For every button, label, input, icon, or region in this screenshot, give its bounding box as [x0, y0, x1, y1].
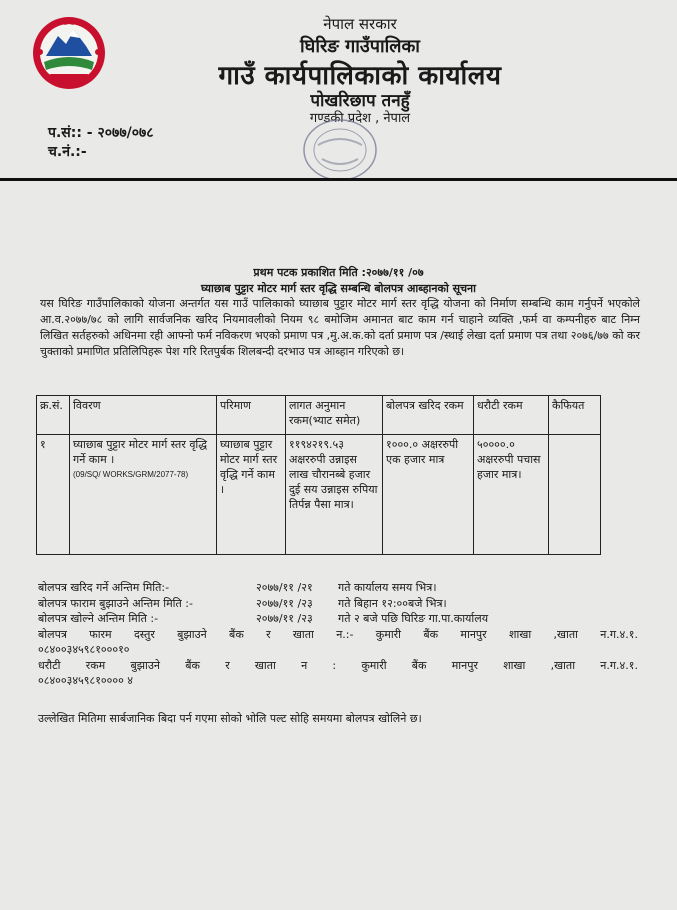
deadline-section [38, 580, 638, 689]
open-date: २०७७/११ /२३ [256, 612, 313, 625]
office-seal-stamp [298, 115, 382, 185]
col-description: विवरण [70, 396, 217, 435]
letter-number: प.सं:: - २०७७/०७८ [48, 125, 154, 141]
office-name: गाउँ कार्यपालिकाको कार्यालय [218, 61, 502, 91]
table-row [37, 435, 601, 555]
nepal-government-emblem [30, 12, 108, 94]
deposit-account-number: ०८४००३४५९८१०००० ४ [38, 674, 134, 687]
submit-note: गते बिहान १२:००बजे भित्र। [338, 596, 447, 610]
cell-estimate: ११९४२१९.५३ अक्षररुपी उन्नाइस लाख चौरानब्बे हजार दुई सय उन्नाइस रुपिया तिर्पन्न पैसा मात्र। [286, 435, 383, 555]
header-divider [0, 178, 677, 181]
notice-body: यस घिरिङ गाउँपालिकाको योजना अन्तर्गत यस गाउँ पालिकाको घ्याछाब पुट्टार मोटर मार्ग स्तर वृद्धि योजना को निर्माण सम्बन्धि काम गर्नुपर्ने भएकोले आ.व.२०७७/७८ को लागि सार्वजनिक खरिद नियमावलीको नियम ९८ बमोजिम अमानत बाट काम गर्न चाहाने व्यक्ति ,फर्म वा कम्पनीहरु बाट निम्न लिखित सर्तहरुको अधिनमा रही आफ्नो फर्म नविकरण भएको प्रमाण पत्र ,मु.अ.क.को दर्ता प्रमाण पत्र /स्थाई लेखा दर्ता प्रमाण पत्र तथा २०७६/७७ को कर चुक्ताको प्रमाणित प्रतिलिपिहरू पेश गरि रितपुर्बक शिलबन्दी दरभाउ पत्र आब्हान गरिएको छ। [40, 297, 640, 358]
dispatch-number: च.नं.:- [48, 144, 87, 160]
purchase-note: गते कार्यालय समय भित्र। [338, 581, 437, 594]
publication-date: प्रथम पटक प्रकाशित मिति :२०७७/११ /०७ [253, 266, 424, 279]
cell-deposit: ५००००.० अक्षररुपी पचास हजार मात्र। [474, 435, 549, 555]
open-label: बोलपत्र खोल्ने अन्तिम मिति :- [38, 612, 159, 625]
holiday-note: उल्लेखित मितिमा सार्बजानिक बिदा पर्न गएमा सोको भोलि पल्ट सोहि समयमा बोलपत्र खोलिने छ। [38, 712, 422, 725]
cell-serial: १ [37, 435, 70, 555]
submit-label: बोलपत्र फाराम बुझाउने अन्तिम मिति :- [38, 596, 193, 610]
open-note: गते २ बजे पछि घिरिङ गा.पा.कार्यालय [338, 612, 489, 625]
cell-form-fee: १०००.० अक्षररुपी एक हजार मात्र [383, 435, 474, 555]
municipality-name: घिरिङ गाउँपालिका [300, 36, 420, 57]
province: गण्डकी प्रदेश , नेपाल [309, 111, 411, 126]
notice-title: घ्याछाब पुट्टार मोटर मार्ग स्तर वृद्धि सम्बन्धि बोलपत्र आब्हानको सूचना [200, 282, 477, 295]
fee-account-line: बोलपत्र फारम दस्तुर बुझाउने बैंक र खाता न.:- कुमारी बैंक मानपुर शाखा ,खाता न.ग.४.१. [38, 627, 638, 641]
col-quantity: परिमाण [217, 396, 286, 435]
submit-date: २०७७/११ /२३ [256, 596, 313, 610]
govt-name: नेपाल सरकार [323, 15, 397, 33]
tender-table [36, 395, 601, 555]
cell-description [70, 435, 217, 555]
col-remarks: कैफियत [549, 396, 601, 435]
purchase-deadline [38, 580, 638, 596]
table-header-row [37, 396, 601, 435]
location: पोखरिछाप तनहुँ [310, 91, 410, 111]
col-serial: क्र.सं. [37, 396, 70, 435]
cell-quantity: घ्याछाब पुट्टार मोटर मार्ग स्तर वृद्धि गर्ने काम । [217, 435, 286, 555]
work-code: (09/SQ/ WORKS/GRM/2077-78) [73, 470, 189, 479]
col-form-fee: बोलपत्र खरिद रकम [383, 396, 474, 435]
col-deposit: धरौटी रकम [474, 396, 549, 435]
fee-account-number: ०८४००३४५९८१०००१० [38, 643, 130, 656]
submit-deadline [38, 596, 638, 612]
deposit-account-line: धरौटी रकम बुझाउने बैंक र खाता न : कुमारी बैंक मानपुर शाखा ,खाता न.ग.४.१. [38, 658, 638, 672]
purchase-date: २०७७/११ /२१ [256, 581, 313, 594]
opening-deadline [38, 611, 638, 627]
purchase-label: बोलपत्र खरिद गर्ने अन्तिम मिति:- [38, 581, 170, 594]
description-text: घ्याछाब पुट्टार मोटर मार्ग स्तर वृद्धि गर्ने काम । [73, 438, 208, 466]
cell-remarks [549, 435, 601, 555]
col-estimate: लागत अनुमान रकम(भ्याट समेत) [286, 396, 383, 435]
